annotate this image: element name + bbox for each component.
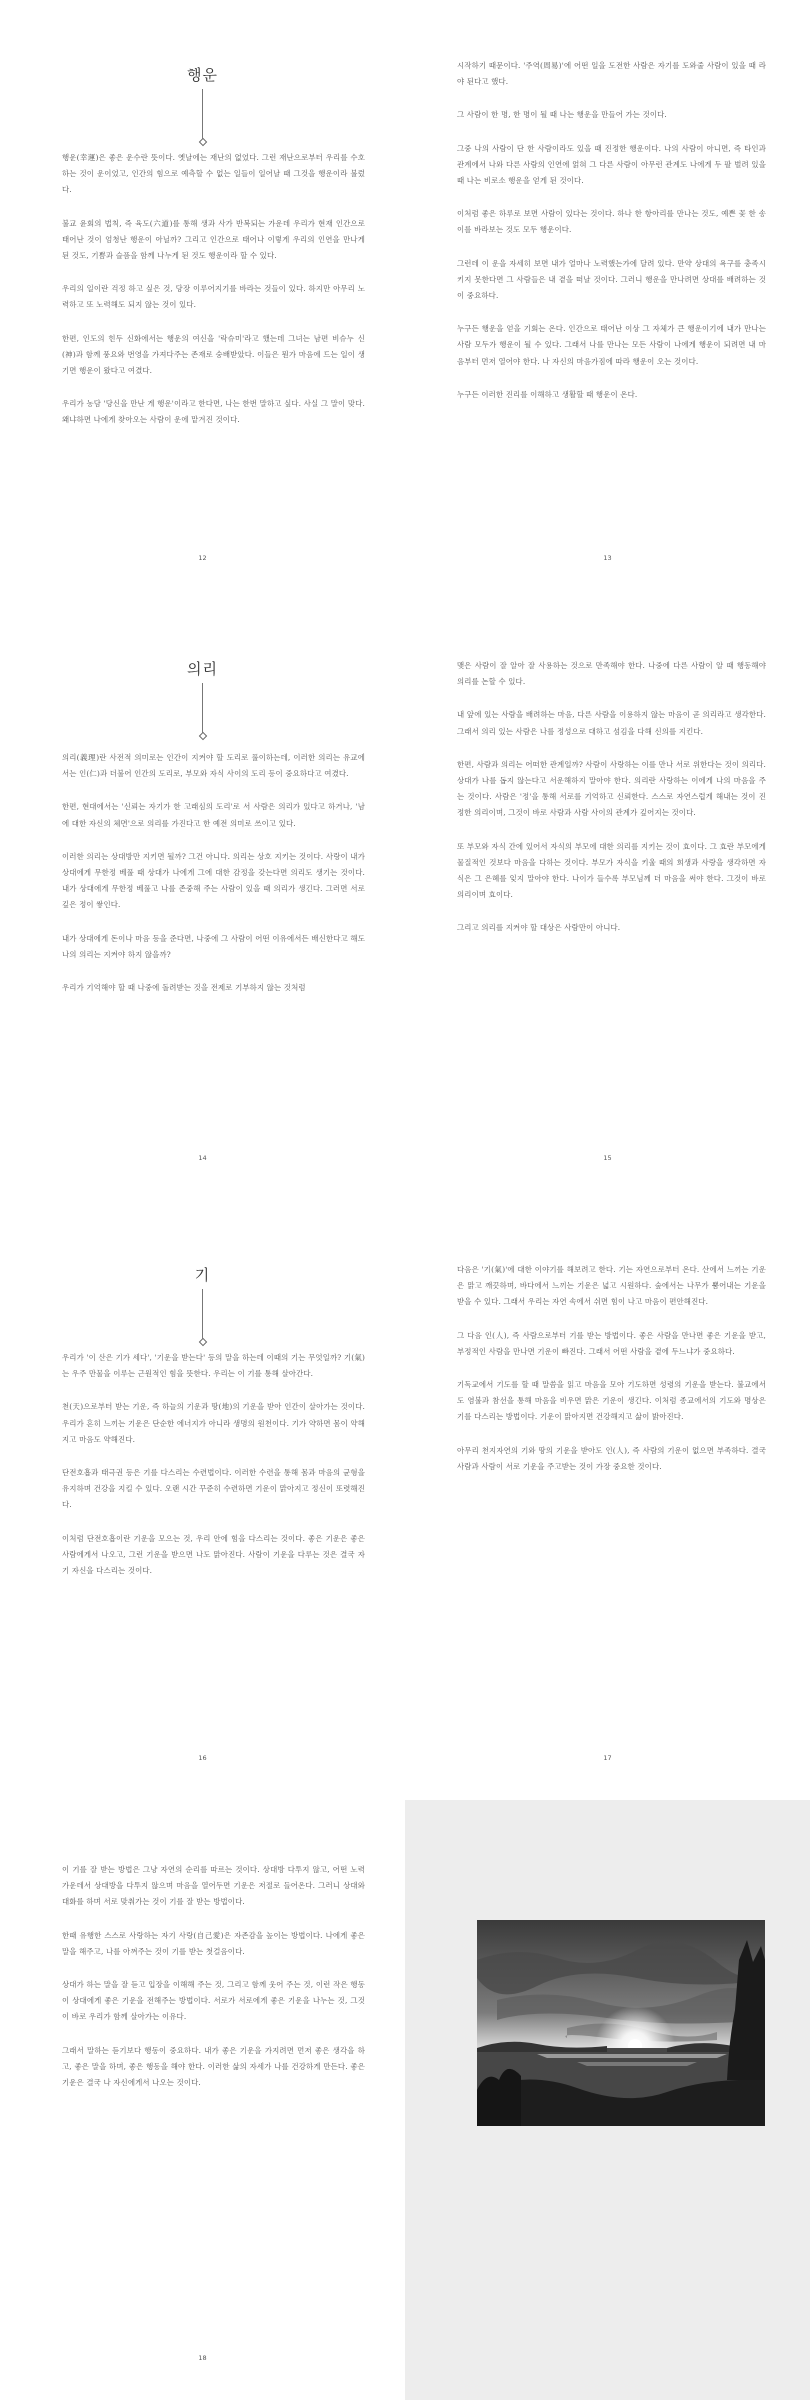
paragraph: 한때 유행한 스스로 사랑하는 자기 사랑(自己愛)은 자존감을 높이는 방법이다. 나에게 좋은 말을 해주고, 나를 아껴주는 것이 기를 받는 첫걸음이다. (62, 1930, 365, 1956)
paragraph: 천(天)으로부터 받는 기운, 즉 하늘의 기운과 땅(地)의 기운을 받아 인간이 살아가는 것이다. 우리가 흔히 느끼는 기운은 단순한 에너지가 아니라 생명의 원천이다. 기가 약하면 몸이 약해지고 마음도 약해진다. (62, 1402, 365, 1444)
page-14 (0, 600, 405, 1200)
page-photo (405, 1800, 810, 2400)
paragraph: 기독교에서 기도를 할 때 말씀을 읽고 마음을 모아 기도하면 성령의 기운을 받는다. 불교에서도 염불과 참선을 통해 마음을 비우면 맑은 기운이 생긴다. 이처럼 종교에서의 기도와 명상은 기를 다스리는 방법이다. 기운이 맑아지면 건강해지고 삶이 밝아진다. (457, 1380, 766, 1422)
page-number: 12 (198, 554, 207, 562)
chapter-title: 기 (194, 1266, 211, 1284)
paragraph: 한편, 사람과 의리는 어떠한 관계일까? 사람이 사랑하는 이를 만나 서로 위한다는 것이 의리다. 상대가 나를 돕지 않는다고 서운해하지 말아야 한다. 의리란 사랑하는 이에게 나의 마음을 주는 것이다. 사람은 '정'을 통해 서로를 기억하고 신뢰한다. 스스로 자연스럽게 해내는 것이 진정한 의리이며, 그것이 바로 사람과 사람 사이의 관계가 깊어지는 것이다. (457, 759, 766, 818)
sunset-photo (477, 1920, 765, 2126)
paragraph: 그중 나의 사람이 단 한 사람이라도 있을 때 진정한 행운이다. 나의 사람이 아니면, 즉 타인과 관계에서 나와 다른 사람의 인연에 얽혀 그 다른 사람이 아무런 관계도 나에게 두 팔 벌려 있을 때 나는 비로소 행운을 얻게 된 것이다. (457, 143, 766, 186)
chapter-title: 행운 (187, 66, 218, 84)
diamond-icon (198, 1338, 206, 1346)
page-number: 18 (198, 2354, 207, 2362)
page-16 (0, 1200, 405, 1800)
chapter-heading (0, 64, 405, 145)
spread-1 (0, 0, 810, 600)
paragraph: 의리(義理)란 사전적 의미로는 인간이 지켜야 할 도리로 풀이하는데, 이러한 의리는 유교에서는 인(仁)과 더불어 인간의 도리로, 부모와 자식 사이의 도리 등이 중요하다고 여겼다. (62, 753, 365, 779)
chapter-divider-line (202, 1289, 203, 1339)
paragraph: 다음은 '기(氣)'에 대한 이야기를 해보려고 한다. 기는 자연으로부터 온다. 산에서 느끼는 기운은 맑고 깨끗하며, 바다에서 느끼는 기운은 넓고 시원하다. 숲에서는 나무가 뿜어내는 기운을 받을 수 있다. 그래서 우리는 자연 속에서 쉬면 힘이 나고 마음이 편안해진다. (457, 1265, 766, 1307)
chapter-divider-line (202, 683, 203, 733)
page-number: 17 (603, 1754, 612, 1762)
chapter-title: 의리 (187, 660, 218, 678)
paragraph: 상대가 하는 말을 잘 듣고 입장을 이해해 주는 것, 그리고 함께 웃어 주는 것, 이런 작은 행동이 상대에게 좋은 기운을 전해주는 방법이다. 서로가 서로에게 좋은 기운을 나누는 것, 그것이 바로 우리가 함께 살아가는 이유다. (62, 1980, 365, 2022)
page-12 (0, 0, 405, 600)
paragraph: 시작하기 때문이다. '주역(周易)'에 어떤 일을 도전한 사람은 자기를 도와줄 사람이 있을 때 라야 된다고 했다. (457, 61, 766, 87)
paragraph: 그 사람이 한 명, 한 명이 될 때 나는 행운을 만들어 가는 것이다. (457, 110, 667, 120)
paragraph: 행운(幸運)은 좋은 운수란 뜻이다. 옛날에는 재난의 없었다. 그런 재난으로부터 우리를 수호하는 것이 운이었고, 인간의 힘으로 예측할 수 없는 일들이 일어날 때 그것을 행운이라 불렀다. (62, 153, 365, 195)
paragraph: 이처럼 좋은 하루로 보면 사람이 있다는 것이다. 하나 한 항아리를 만나는 것도, 예쁜 꽃 한 송이를 바라보는 것도 모두 행운이다. (457, 209, 766, 235)
diamond-icon (198, 138, 206, 146)
page-body (457, 1262, 766, 1492)
paragraph: 한편, 현대에서는 '신뢰는 자기가 한 고래심의 도리'로 서 사람은 의리가 있다고 하거나, '남에 대한 자신의 체면'으로 의리를 가진다고 한 예전 의미로 쓰이고 있다. (62, 802, 365, 828)
spread-3 (0, 1200, 810, 1800)
spread-4 (0, 1800, 810, 2400)
paragraph: 이처럼 단전호흡이란 기운을 모으는 것, 우리 안에 힘을 다스리는 것이다. 좋은 기운은 좋은 사람에게서 나오고, 그런 기운을 받으면 나도 맑아진다. 사람이 기운을 다루는 것은 결국 자기 자신을 다스리는 것이다. (62, 1533, 365, 1576)
paragraph: 우리가 기억해야 할 때 나중에 돌려받는 것을 전제로 기부하지 않는 것처럼 (62, 983, 306, 993)
paragraph: 단전호흡과 태극권 등은 기를 다스리는 수련법이다. 이러한 수련을 통해 몸과 마음의 균형을 유지하며 건강을 지킬 수 있다. 오랜 시간 꾸준히 수련하면 기운이 맑아지고 정신이 또렷해진다. (62, 1468, 365, 1510)
page-15 (405, 600, 810, 1200)
paragraph: 우리가 농담 '당신을 만난 게 행운'이라고 한다면, 나는 한번 말하고 싶다. 사실 그 말이 맞다. 왜냐하면 나에게 찾아오는 사람이 운에 맡겨진 것이다. (62, 399, 365, 425)
page-number: 14 (198, 1154, 207, 1162)
page-number: 15 (603, 1154, 612, 1162)
paragraph: 우리가 '이 산은 기가 세다', '기운을 받는다' 등의 말을 하는데 이때의 기는 무엇일까? 기(氣)는 우주 만물을 이루는 근원적인 힘을 뜻한다. 우리는 이 기를 통해 살아간다. (62, 1353, 365, 1379)
chapter-divider-line (202, 89, 203, 139)
paragraph: 이러한 의리는 상대방만 지키면 될까? 그건 아니다. 의리는 상호 지키는 것이다. 사랑이 내가 상대에게 무한정 베풀 때 상대가 나에게 그에 대한 감정을 갖는다면 의리도 생기는 것이다. 내가 상대에게 무한정 베풀고 나를 존중해 주는 사람이 있을 때 의리가 생긴다. 그러면 서로 깊은 정이 쌓인다. (62, 851, 365, 910)
page-body (457, 658, 766, 954)
diamond-icon (198, 732, 206, 740)
paragraph: 우리의 일이란 걱정 하고 싶은 것, 당장 이루어지기를 바라는 것들이 있다. 하지만 아무리 노력하고 또 노력해도 되지 않는 것이 있다. (62, 284, 365, 310)
sunset-image-icon (477, 1920, 765, 2126)
page-18 (0, 1800, 405, 2400)
paragraph: 불교 윤회의 법칙, 즉 육도(六道)를 통해 생과 사가 반복되는 가운데 우리가 현재 인간으로 태어난 것이 엄청난 행운이 아닐까? 그리고 인간으로 태어나 이렇게 우리의 인연을 만나게 된 것도, 기쁨과 슬픔을 함께 나누게 된 것도 행운이라 할 수 있다. (62, 218, 365, 261)
page-body (62, 1862, 365, 2108)
page-17 (405, 1200, 810, 1800)
paragraph: 내가 상대에게 돈이나 마음 등을 준다면, 나중에 그 사람이 어떤 이유에서든 배신한다고 해도 나의 의리는 지켜야 하지 않을까? (62, 933, 365, 959)
page-body (62, 1350, 365, 1596)
paragraph: 그래서 말하는 듣기보다 행동이 중요하다. 내가 좋은 기운을 가지려면 먼저 좋은 생각을 하고, 좋은 말을 하며, 좋은 행동을 해야 한다. 이러한 삶의 자세가 나를 건강하게 만든다. 좋은 기운은 결국 나 자신에게서 나오는 것이다. (62, 2045, 365, 2088)
page-body (457, 58, 766, 420)
paragraph: 그리고 의리를 지켜야 할 대상은 사람만이 아니다. (457, 923, 621, 933)
page-body (62, 150, 365, 446)
paragraph: 이 기를 잘 받는 방법은 그냥 자연의 순리를 따르는 것이다. 상대방 다투지 않고, 어떤 노력 가운데서 상대방을 다투지 않으며 마음을 열어두면 기운은 저절로 들어온다. 그러니 상대와 대화를 하며 서로 맞춰가는 것이 기를 잘 받는 방법이다. (62, 1865, 365, 1907)
paragraph: 또 부모와 자식 간에 있어서 자식의 부모에 대한 의리를 지키는 것이 효이다. 그 효란 부모에게 물질적인 것보다 마음을 다하는 것이다. 부모가 자식을 키울 때의 희생과 사랑을 생각하면 자식은 그 은혜를 잊지 말아야 한다. 나이가 들수록 부모님께 더 마음을 써야 한다. 그것이 바로 의리이며 효이다. (457, 841, 766, 900)
page-body (62, 750, 365, 1013)
page-number: 16 (198, 1754, 207, 1762)
spread-2 (0, 600, 810, 1200)
paragraph: 그 다음 인(人), 즉 사람으로부터 기를 받는 방법이다. 좋은 사람을 만나면 좋은 기운을 받고, 부정적인 사람을 만나면 기운이 빠진다. 그래서 어떤 사람을 곁에 두느냐가 중요하다. (457, 1330, 766, 1356)
page-number: 13 (603, 554, 612, 562)
paragraph: 누구든 행운을 얻을 기회는 온다. 인간으로 태어난 이상 그 자체가 큰 행운이기에 내가 만나는 사람 모두가 행운이 될 수 있다. 그래서 나를 만나는 모든 사람이 나에게 행운이 되려면 내 마음부터 먼저 열어야 한다. 나 자신의 마음가짐에 따라 행운이 오는 것이다. (457, 324, 766, 366)
paragraph: 내 앞에 있는 사람을 배려하는 마음, 다른 사람을 이용하지 않는 마음이 곧 의리라고 생각한다. 그래서 의리 있는 사람은 나를 정성으로 대하고 섬김을 다해 신의를 지킨다. (457, 710, 766, 736)
paragraph: 그런데 이 운을 자세히 보면 내가 얼마나 노력했는가에 달려 있다. 만약 상대의 욕구를 충족시키지 못한다면 그 사람들은 내 곁을 떠날 것이다. 그러니 행운을 만나려면 상대를 배려하는 것이 중요하다. (457, 258, 766, 301)
paragraph: 누구든 이러한 진리를 이해하고 생활할 때 행운이 온다. (457, 389, 638, 399)
chapter-heading (0, 658, 405, 739)
paragraph: 한편, 인도의 힌두 신화에서는 행운의 여신을 '락슈미'라고 했는데 그녀는 남편 비슈누 신(神)과 함께 풍요와 번영을 가져다주는 존재로 숭배받았다. 이들은 뭔가 마음에 드는 일이 생기면 행운이 왔다고 여겼다. (62, 333, 365, 376)
chapter-heading (0, 1264, 405, 1345)
page-13 (405, 0, 810, 600)
paragraph: 맺은 사람이 잘 알아 잘 사용하는 것으로 만족해야 한다. 나중에 다른 사람이 알 때 행동해야 의리를 논할 수 있다. (457, 661, 766, 687)
paragraph: 아무리 천지자연의 기와 땅의 기운을 받아도 인(人), 즉 사람의 기운이 없으면 부족하다. 결국 사람과 사람이 서로 기운을 주고받는 것이 가장 중요한 것이다. (457, 1445, 766, 1471)
